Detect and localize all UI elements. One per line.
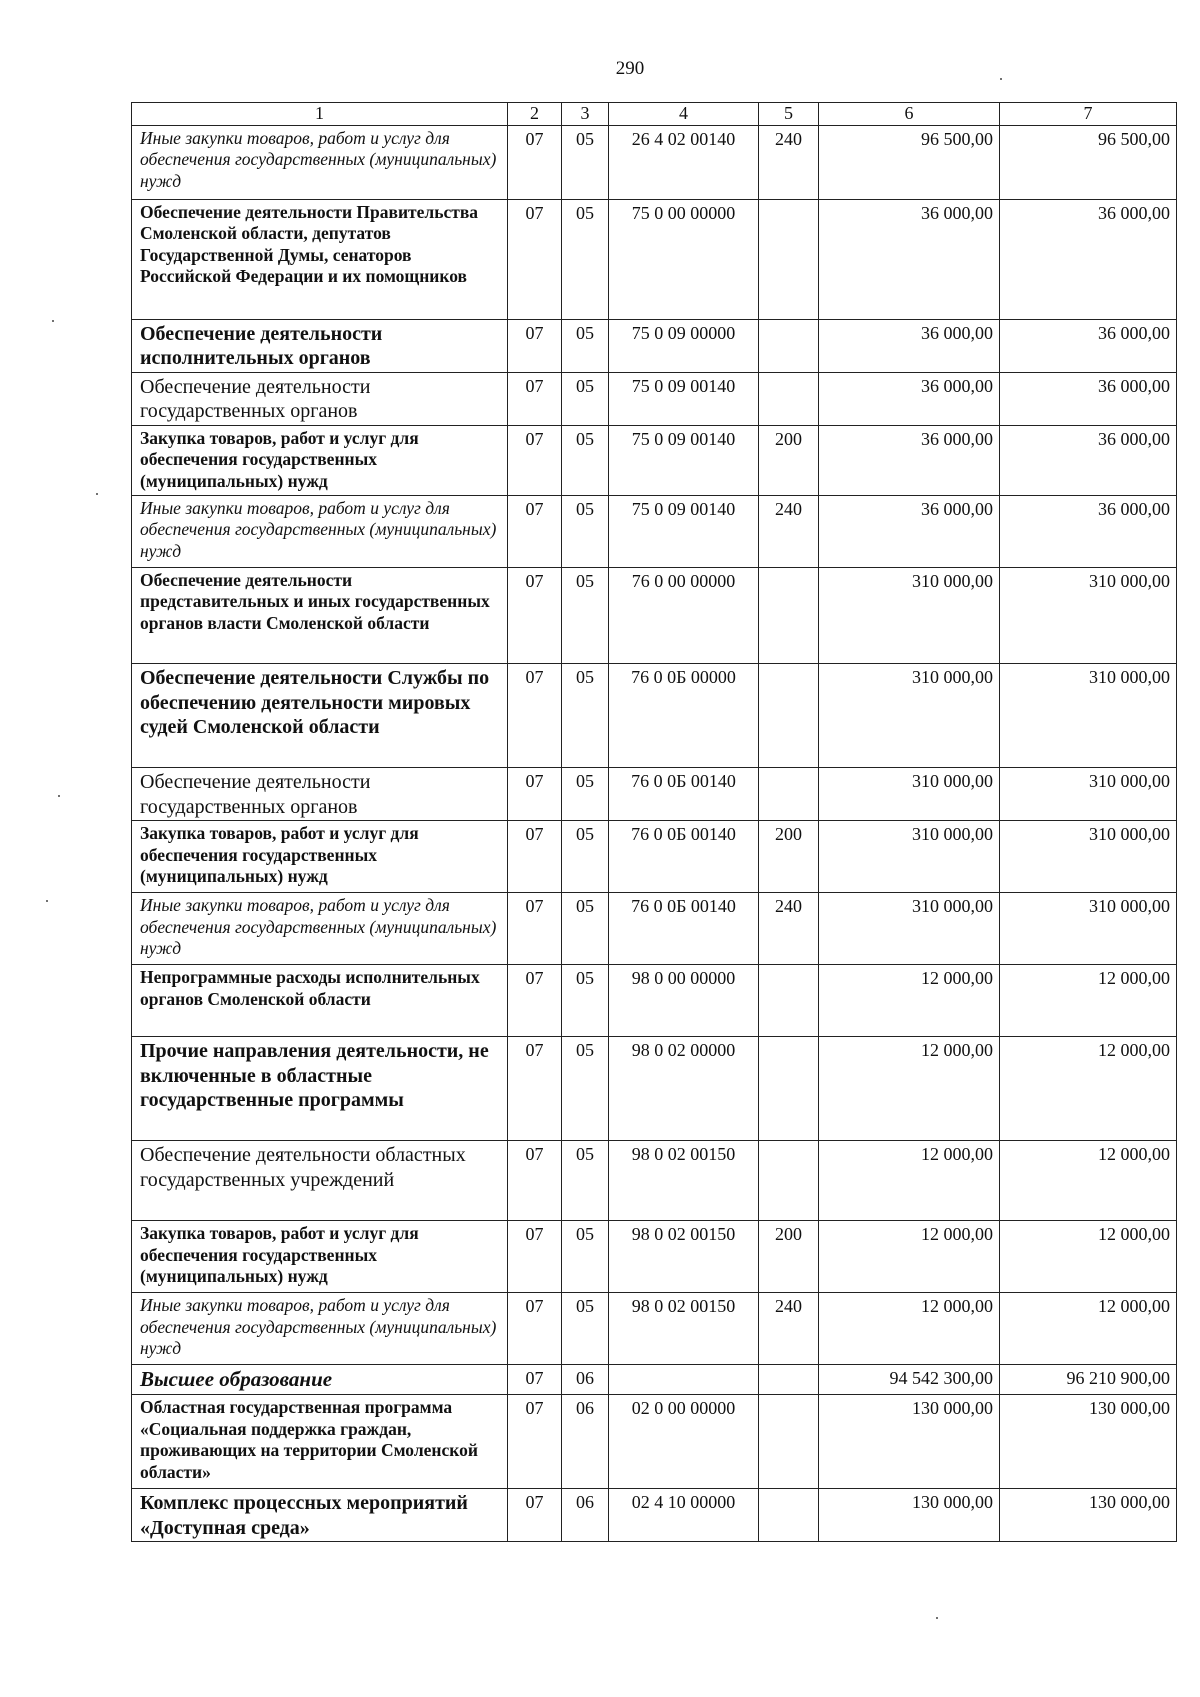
amount-year-1: 310 000,00 (819, 767, 1000, 820)
row-name: Обеспечение деятельности исполнительных органов (132, 319, 508, 372)
amount-year-2: 310 000,00 (1000, 821, 1177, 893)
amount-year-1: 36 000,00 (819, 425, 1000, 495)
expense-type-code (759, 199, 819, 319)
target-article-code: 75 0 09 00140 (609, 372, 759, 425)
section-code: 07 (508, 1221, 562, 1293)
column-header: 6 (819, 103, 1000, 126)
target-article-code: 02 0 00 00000 (609, 1395, 759, 1489)
target-article-code: 98 0 00 00000 (609, 965, 759, 1037)
row-name: Комплекс процессных мероприятий «Доступная среда» (132, 1489, 508, 1542)
table-row (132, 767, 1177, 820)
row-name: Высшее образование (132, 1365, 508, 1395)
table-row (132, 319, 1177, 372)
row-name: Закупка товаров, работ и услуг для обеспечения государственных (муниципальных) нужд (132, 821, 508, 893)
subsection-code: 06 (562, 1395, 609, 1489)
amount-year-1: 12 000,00 (819, 1221, 1000, 1293)
amount-year-1: 12 000,00 (819, 1037, 1000, 1141)
section-code: 07 (508, 125, 562, 199)
table-row (132, 567, 1177, 663)
table-row (132, 1489, 1177, 1542)
amount-year-2: 36 000,00 (1000, 199, 1177, 319)
table-header-row (132, 103, 1177, 126)
target-article-code: 26 4 02 00140 (609, 125, 759, 199)
expense-type-code (759, 1037, 819, 1141)
amount-year-1: 12 000,00 (819, 965, 1000, 1037)
scan-speck (936, 1617, 938, 1619)
column-header: 1 (132, 103, 508, 126)
row-name: Обеспечение деятельности областных государственных учреждений (132, 1141, 508, 1221)
subsection-code: 05 (562, 199, 609, 319)
amount-year-1: 94 542 300,00 (819, 1365, 1000, 1395)
amount-year-2: 36 000,00 (1000, 372, 1177, 425)
column-header: 7 (1000, 103, 1177, 126)
row-name: Прочие направления деятельности, не включенные в областные государственные программы (132, 1037, 508, 1141)
row-name: Областная государственная программа «Социальная поддержка граждан, проживающих на территории Смоленской области» (132, 1395, 508, 1489)
section-code: 07 (508, 199, 562, 319)
amount-year-2: 310 000,00 (1000, 567, 1177, 663)
page-number: 290 (615, 58, 645, 79)
table-row (132, 495, 1177, 567)
table-row (132, 1395, 1177, 1489)
amount-year-2: 310 000,00 (1000, 767, 1177, 820)
expense-type-code (759, 965, 819, 1037)
subsection-code: 06 (562, 1365, 609, 1395)
amount-year-2: 130 000,00 (1000, 1489, 1177, 1542)
row-name: Иные закупки товаров, работ и услуг для обеспечения государственных (муниципальных) нужд (132, 1293, 508, 1365)
target-article-code: 98 0 02 00000 (609, 1037, 759, 1141)
section-code: 07 (508, 1141, 562, 1221)
amount-year-2: 12 000,00 (1000, 1293, 1177, 1365)
amount-year-2: 12 000,00 (1000, 1221, 1177, 1293)
row-name: Закупка товаров, работ и услуг для обеспечения государственных (муниципальных) нужд (132, 425, 508, 495)
section-code: 07 (508, 965, 562, 1037)
target-article-code: 76 0 0Б 00000 (609, 663, 759, 767)
expense-type-code: 200 (759, 1221, 819, 1293)
section-code: 07 (508, 893, 562, 965)
section-code: 07 (508, 319, 562, 372)
table-row (132, 1037, 1177, 1141)
target-article-code: 76 0 0Б 00140 (609, 767, 759, 820)
row-name: Обеспечение деятельности государственных органов (132, 372, 508, 425)
expense-type-code (759, 1489, 819, 1542)
scan-speck (1000, 78, 1002, 80)
row-name: Обеспечение деятельности государственных органов (132, 767, 508, 820)
amount-year-2: 12 000,00 (1000, 965, 1177, 1037)
column-header: 5 (759, 103, 819, 126)
expense-type-code (759, 767, 819, 820)
column-header: 3 (562, 103, 609, 126)
section-code: 07 (508, 372, 562, 425)
section-code: 07 (508, 1037, 562, 1141)
subsection-code: 05 (562, 319, 609, 372)
subsection-code: 05 (562, 1141, 609, 1221)
row-name: Иные закупки товаров, работ и услуг для обеспечения государственных (муниципальных) нужд (132, 495, 508, 567)
amount-year-1: 36 000,00 (819, 372, 1000, 425)
expense-type-code: 200 (759, 425, 819, 495)
table-row (132, 125, 1177, 199)
amount-year-1: 310 000,00 (819, 663, 1000, 767)
section-code: 07 (508, 425, 562, 495)
row-name: Обеспечение деятельности представительных и иных государственных органов власти Смоленской области (132, 567, 508, 663)
expense-type-code (759, 1395, 819, 1489)
expense-type-code: 240 (759, 893, 819, 965)
table-row (132, 821, 1177, 893)
section-code: 07 (508, 663, 562, 767)
budget-table (131, 102, 1177, 1542)
amount-year-2: 36 000,00 (1000, 319, 1177, 372)
target-article-code: 75 0 09 00140 (609, 495, 759, 567)
row-name: Закупка товаров, работ и услуг для обеспечения государственных (муниципальных) нужд (132, 1221, 508, 1293)
amount-year-1: 12 000,00 (819, 1141, 1000, 1221)
amount-year-2: 130 000,00 (1000, 1395, 1177, 1489)
expense-type-code: 200 (759, 821, 819, 893)
scan-speck (46, 900, 48, 902)
subsection-code: 05 (562, 663, 609, 767)
amount-year-2: 96 500,00 (1000, 125, 1177, 199)
subsection-code: 05 (562, 893, 609, 965)
target-article-code: 02 4 10 00000 (609, 1489, 759, 1542)
target-article-code: 76 0 0Б 00140 (609, 893, 759, 965)
expense-type-code (759, 1365, 819, 1395)
subsection-code: 05 (562, 372, 609, 425)
subsection-code: 05 (562, 767, 609, 820)
target-article-code: 76 0 00 00000 (609, 567, 759, 663)
amount-year-1: 12 000,00 (819, 1293, 1000, 1365)
expense-type-code (759, 663, 819, 767)
section-code: 07 (508, 1395, 562, 1489)
subsection-code: 05 (562, 425, 609, 495)
amount-year-2: 12 000,00 (1000, 1141, 1177, 1221)
expense-type-code (759, 1141, 819, 1221)
section-code: 07 (508, 821, 562, 893)
expense-type-code: 240 (759, 495, 819, 567)
scan-speck (52, 320, 54, 322)
subsection-code: 05 (562, 1221, 609, 1293)
table-row (132, 425, 1177, 495)
table-row (132, 372, 1177, 425)
amount-year-1: 36 000,00 (819, 199, 1000, 319)
row-name: Иные закупки товаров, работ и услуг для обеспечения государственных (муниципальных) нужд (132, 125, 508, 199)
amount-year-2: 310 000,00 (1000, 893, 1177, 965)
section-code: 07 (508, 1293, 562, 1365)
expense-type-code: 240 (759, 1293, 819, 1365)
table-row (132, 1141, 1177, 1221)
expense-type-code: 240 (759, 125, 819, 199)
scan-speck (58, 795, 60, 797)
amount-year-2: 96 210 900,00 (1000, 1365, 1177, 1395)
table-row (132, 1221, 1177, 1293)
section-code: 07 (508, 767, 562, 820)
table-row (132, 663, 1177, 767)
amount-year-1: 310 000,00 (819, 821, 1000, 893)
expense-type-code (759, 372, 819, 425)
subsection-code: 05 (562, 125, 609, 199)
section-code: 07 (508, 567, 562, 663)
row-name: Обеспечение деятельности Службы по обеспечению деятельности мировых судей Смоленской области (132, 663, 508, 767)
target-article-code: 75 0 00 00000 (609, 199, 759, 319)
expense-type-code (759, 319, 819, 372)
section-code: 07 (508, 1365, 562, 1395)
row-name: Непрограммные расходы исполнительных органов Смоленской области (132, 965, 508, 1037)
amount-year-1: 36 000,00 (819, 495, 1000, 567)
table-row (132, 893, 1177, 965)
amount-year-1: 310 000,00 (819, 567, 1000, 663)
subsection-code: 05 (562, 567, 609, 663)
section-code: 07 (508, 1489, 562, 1542)
target-article-code: 76 0 0Б 00140 (609, 821, 759, 893)
subsection-code: 05 (562, 1293, 609, 1365)
amount-year-2: 36 000,00 (1000, 425, 1177, 495)
subsection-code: 05 (562, 821, 609, 893)
target-article-code: 98 0 02 00150 (609, 1221, 759, 1293)
amount-year-1: 130 000,00 (819, 1395, 1000, 1489)
table-row (132, 1365, 1177, 1395)
row-name: Обеспечение деятельности Правительства Смоленской области, депутатов Государственной Думы, сенаторов Российской Федерации и их помощников (132, 199, 508, 319)
amount-year-1: 310 000,00 (819, 893, 1000, 965)
table-row (132, 1293, 1177, 1365)
scan-speck (96, 493, 98, 495)
amount-year-1: 36 000,00 (819, 319, 1000, 372)
target-article-code: 98 0 02 00150 (609, 1141, 759, 1221)
target-article-code: 75 0 09 00000 (609, 319, 759, 372)
table-row (132, 199, 1177, 319)
target-article-code: 98 0 02 00150 (609, 1293, 759, 1365)
target-article-code (609, 1365, 759, 1395)
amount-year-2: 12 000,00 (1000, 1037, 1177, 1141)
subsection-code: 05 (562, 965, 609, 1037)
subsection-code: 05 (562, 495, 609, 567)
amount-year-2: 36 000,00 (1000, 495, 1177, 567)
target-article-code: 75 0 09 00140 (609, 425, 759, 495)
amount-year-2: 310 000,00 (1000, 663, 1177, 767)
subsection-code: 05 (562, 1037, 609, 1141)
amount-year-1: 96 500,00 (819, 125, 1000, 199)
table-row (132, 965, 1177, 1037)
row-name: Иные закупки товаров, работ и услуг для обеспечения государственных (муниципальных) нужд (132, 893, 508, 965)
expense-type-code (759, 567, 819, 663)
column-header: 2 (508, 103, 562, 126)
subsection-code: 06 (562, 1489, 609, 1542)
column-header: 4 (609, 103, 759, 126)
section-code: 07 (508, 495, 562, 567)
amount-year-1: 130 000,00 (819, 1489, 1000, 1542)
